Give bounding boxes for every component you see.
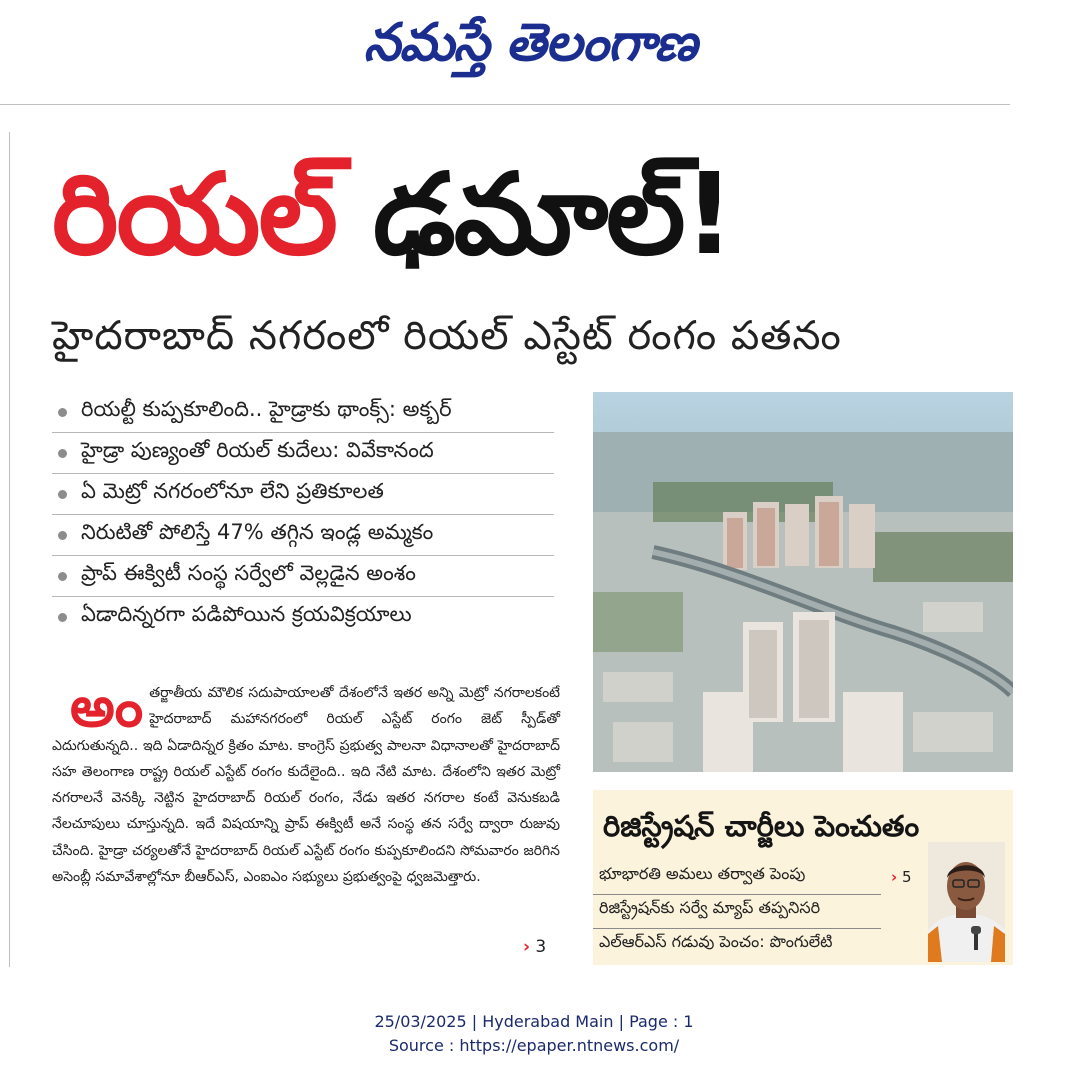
article-text: తర్జాతీయ మౌలిక సదుపాయాలతో దేశంలోనే ఇతర అన్ని మెట్రో నగరాలకంటే హైదరాబాద్ మహానగరంలో రియల్ ఎస్టేట్ రంగం జెట్ స్పీడ్‌తో ఎదుగుతున్నది.. ఇది ఏడాదిన్నర క్రితం మాట. కాంగ్రెస్ ప్రభుత్వ పాలనా విధానాలతో హైదరాబాద్ సహ తెలంగాణ రాష్ట్ర రియల్ ఎస్టేట్ రంగం కుదేలైంది.. ఇది నేటి మాట. దేశంలోని ఇతర మెట్రో నగరాలనే వెనక్కి నెట్టిన హైదరాబాద్ రియల్ రంగం, నేడు ఇతర నగరాల కంటే వెనుకబడి నేలచూపులు చూస్తున్నది. ఇదే విషయాన్ని ప్రాప్ ఈక్విటీ అనే సంస్థ తన సర్వే ద్వారా రుజువు చేసింది. హైడ్రా చర్యలతోనే హైదరాబాద్ రియల్ ఎస్టేట్ రంగం కుప్పకూలిందని సోమవారం జరిగిన అసెంబ్లీ సమావేశాల్లోనూ బీఆర్ఎస్, ఎంఐఎం సభ్యులు ప్రభుత్వంపై ధ్వజమెత్తారు. xyxy=(52,685,560,886)
sidebar-continued-page-ref[interactable]: › 5 xyxy=(891,868,912,886)
highlight-item: హైడ్రా పుణ్యంతో రియల్ కుదేలు: వివేకానంద xyxy=(52,433,554,474)
masthead-logo: నమస్తే తెలంగాణ xyxy=(363,13,697,73)
bullet-dot-icon xyxy=(58,531,67,540)
bullet-dot-icon xyxy=(58,449,67,458)
bullet-dot-icon xyxy=(58,613,67,622)
left-margin-rule xyxy=(9,132,10,967)
bullet-dot-icon xyxy=(58,408,67,417)
sidebar-box-line: భూభారతి అమలు తర్వాత పెంపు xyxy=(593,854,881,895)
sidebar-box-title: రిజిస్ట్రేషన్ చార్జీలు పెంచుతం xyxy=(603,809,920,843)
sidebar-box-line: రిజిస్ట్రేషన్‌కు సర్వే మ్యాప్ తప్పనిసరి xyxy=(593,888,881,929)
person-portrait-icon xyxy=(928,842,1005,962)
highlight-item: రియల్టీ కుప్పకూలింది.. హైడ్రాకు థాంక్స్: అక్బర్ xyxy=(52,392,554,433)
article-body xyxy=(52,675,560,890)
headline xyxy=(52,140,1012,290)
continued-page-ref[interactable]: › 3 xyxy=(523,937,547,957)
footer-date-edition: 25/03/2025 | Hyderabad Main | Page : 1 xyxy=(374,1012,694,1031)
highlight-item: నిరుటితో పోలిస్తే 47% తగ్గిన ఇండ్ల అమ్మకం xyxy=(52,515,554,556)
chevron-right-icon: › xyxy=(523,937,531,957)
subheadline: హైదరాబాద్ నగరంలో రియల్ ఎస్టేట్ రంగం పతనం xyxy=(52,313,842,359)
chevron-right-icon: › xyxy=(891,868,898,886)
sidebar-box-line: ఎల్ఆర్ఎస్ గడువు పెంచం: పొంగులేటి xyxy=(599,932,833,951)
highlights-list xyxy=(52,392,554,637)
headline-black-word: ఢమాల్! xyxy=(372,150,733,280)
registration-sidebar-box xyxy=(593,790,1013,965)
bullet-dot-icon xyxy=(58,572,67,581)
highlight-item: ఏడాదిన్నరగా పడిపోయిన క్రయవిక్రయాలు xyxy=(52,597,554,637)
masthead-divider xyxy=(0,104,1010,105)
minister-portrait xyxy=(928,842,1005,962)
headline-red-word: రియల్ xyxy=(52,150,336,280)
highlight-item: ఏ మెట్రో నగరంలోనూ లేని ప్రతికూలత xyxy=(52,474,554,515)
city-aerial-photo xyxy=(593,392,1013,772)
footer-source[interactable]: Source : https://epaper.ntnews.com/ xyxy=(388,1036,680,1055)
bullet-dot-icon xyxy=(58,490,67,499)
article-dropcap: అం xyxy=(70,675,144,740)
highlight-item: ప్రాప్ ఈక్విటీ సంస్థ సర్వేలో వెల్లడైన అంశం xyxy=(52,556,554,597)
city-photo-illustration xyxy=(593,392,1013,772)
